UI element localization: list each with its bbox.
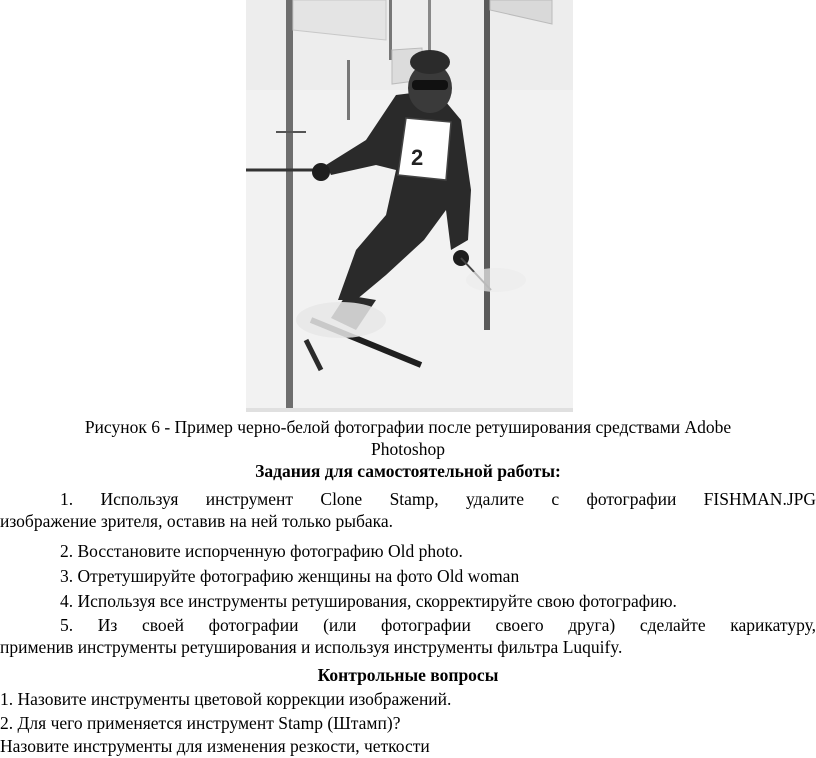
task-item-4 bbox=[0, 590, 816, 612]
task-5-text-line1: Из своей фотографии (или фотографии своего друга) сделайте карикатуру, bbox=[97, 615, 816, 635]
task-3-text: Отретушируйте фотографию женщины на фото Old woman bbox=[77, 566, 520, 586]
task-1-text-line2: изображение зрителя, оставив на ней только рыбака. bbox=[0, 511, 393, 531]
caption-line-1: Рисунок 6 - Пример черно-белой фотографии после ретуширования средствами Adobe bbox=[84, 417, 732, 437]
questions-heading: Контрольные вопросы bbox=[317, 665, 499, 685]
skier-photo-drawing bbox=[246, 0, 573, 412]
task-2-number: 2. bbox=[60, 541, 74, 561]
task-5-text-line2: применив инструменты ретуширования и используя инструменты фильтра Luquify. bbox=[0, 637, 623, 657]
skier-photo bbox=[246, 0, 573, 412]
question-item-1: 1. Назовите инструменты цветовой коррекции изображений. bbox=[0, 689, 452, 709]
task-item-3 bbox=[0, 565, 816, 587]
tasks-heading: Задания для самостоятельной работы: bbox=[255, 461, 561, 481]
task-item-2 bbox=[0, 540, 816, 562]
task-4-text: Используя все инструменты ретуширования, скорректируйте свою фотографию. bbox=[77, 591, 677, 611]
task-4-number: 4. bbox=[60, 591, 74, 611]
task-1-text-line1: Используя инструмент Clone Stamp, удалите с фотографии FISHMAN.JPG bbox=[100, 489, 816, 509]
bib-number: 2 bbox=[411, 145, 424, 170]
figure-caption bbox=[0, 416, 816, 460]
task-2-text: Восстановите испорченную фотографию Old photo. bbox=[77, 541, 463, 561]
task-1-number: 1. bbox=[60, 489, 74, 509]
task-5-number: 5. bbox=[60, 615, 74, 635]
task-3-number: 3. bbox=[60, 566, 74, 586]
task-item-5 bbox=[0, 614, 816, 658]
task-item-1 bbox=[0, 488, 816, 532]
caption-line-2: Photoshop bbox=[371, 439, 445, 459]
question-item-3: Назовите инструменты для изменения резкости, четкости bbox=[0, 736, 430, 756]
question-item-2: 2. Для чего применяется инструмент Stamp (Штамп)? bbox=[0, 713, 401, 733]
